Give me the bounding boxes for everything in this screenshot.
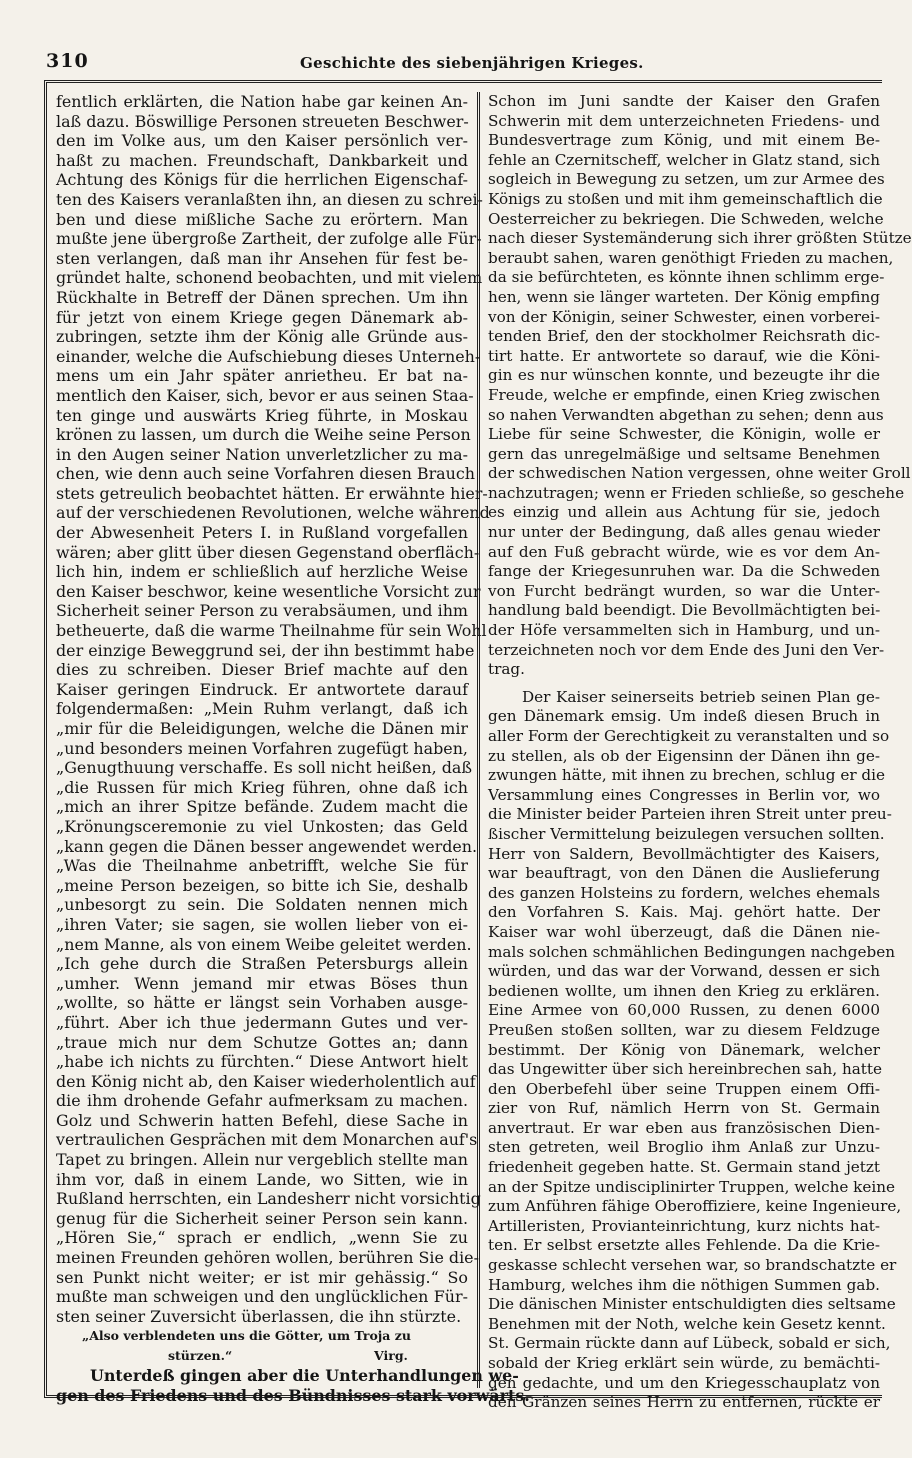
text-line: ten ginge und auswärts Krieg führte, in Moskau <box>56 405 468 425</box>
text-line: sogleich in Bewegung zu setzen, um zur Armee des <box>488 170 885 189</box>
text-line: Die dänischen Minister entschuldigten dies seltsame <box>488 1295 896 1314</box>
verse-quotation <box>56 1326 468 1366</box>
text-line: da sie befürchteten, es könnte ihnen schlimm erge- <box>488 268 885 287</box>
text-line: mußte jene übergroße Zartheit, der zufolge alle Für- <box>56 229 482 249</box>
text-line: Rußland herrschten, ein Landesherr nicht vorsichtig <box>56 1189 481 1209</box>
text-line: ten des Kaisers veranlaßten ihn, an diesen zu schrei- <box>56 189 483 209</box>
text-line: Versammlung eines Congresses in Berlin vor, wo <box>488 785 880 804</box>
text-line: bedienen wollte, um ihnen den Krieg zu erklären. <box>488 981 880 1000</box>
right-column <box>488 92 912 1413</box>
text-line: „Genugthuung verschaffe. Es soll nicht heißen, daß <box>56 758 473 778</box>
text-line: Liebe für seine Schwester, die Königin, wolle er <box>488 425 880 444</box>
text-line: der Abwesenheit Peters I. in Rußland vorgefallen <box>56 523 468 543</box>
text-line: Achtung des Königs für die herrlichen Eigenschaf- <box>56 170 468 190</box>
text-line: für jetzt von einem Kriege gegen Dänemark ab- <box>56 307 468 327</box>
text-line: aller Form der Gerechtigkeit zu veranstalten und so <box>488 727 890 745</box>
text-line: beraubt sahen, waren genöthigt Frieden zu machen, <box>488 248 894 267</box>
text-line: friedenheit gegeben hatte. St. Germain stand jetzt <box>488 1158 880 1177</box>
text-line: „traue mich nur dem Schutze Gottes an; dann <box>56 1032 468 1052</box>
text-line: Rückhalte in Betreff der Dänen sprechen. Um ihn <box>56 287 468 307</box>
text-line: gern das unregelmäßige und seltsame Benehmen <box>488 444 880 463</box>
text-line: haßt zu machen. Freundschaft, Dankbarkeit und <box>56 150 468 170</box>
verse-text: stürzen.“ <box>168 1348 233 1364</box>
verse-line: „Also verblendeten uns die Götter, um Troja zu <box>82 1328 411 1344</box>
text-line: „führt. Aber ich thue jedermann Gutes und ver- <box>56 1012 468 1032</box>
text-line: stets getreulich beobachtet hätten. Er erwähnte hier- <box>56 483 488 503</box>
text-line: tirt hatte. Er antwortete so darauf, wie die Köni- <box>488 346 880 365</box>
page-number: 310 <box>46 50 89 72</box>
text-line: vertraulichen Gesprächen mit dem Monarchen auf's <box>56 1130 478 1150</box>
text-line: den Oberbefehl über seine Truppen einem Offi- <box>488 1079 880 1098</box>
text-line: der einzige Beweggrund sei, der ihn bestimmt habe <box>56 640 475 660</box>
text-line: St. Germain rückte dann auf Lübeck, sobald er sich, <box>488 1334 891 1353</box>
text-line: lich hin, indem er schließlich auf herzliche Weise <box>56 562 468 582</box>
text-line: zubringen, setzte ihm der König alle Gründe aus- <box>56 327 468 347</box>
text-line: nach dieser Systemänderung sich ihrer größten Stütze <box>488 229 912 248</box>
text-line: der Höfe versammelten sich in Hamburg, und un- <box>488 621 880 640</box>
text-line: „Ich gehe durch die Straßen Petersburgs allein <box>56 954 468 974</box>
text-line: Tapet zu bringen. Allein nur vergeblich stellte man <box>56 1150 468 1170</box>
text-line: nur unter der Bedingung, daß alles genau wieder <box>488 523 880 542</box>
verse-source: Virg. <box>374 1348 408 1364</box>
text-line: gen gedachte, und um den Kriegesschauplatz von <box>488 1373 880 1392</box>
text-line: Kaiser geringen Eindruck. Er antwortete darauf <box>56 679 468 699</box>
text-line: des ganzen Holsteins zu fordern, welches ehemals <box>488 883 880 902</box>
text-line: Bundesvertrage zum König, und mit einem Be- <box>488 131 880 150</box>
text-line: würden, und das war der Vorwand, dessen er sich <box>488 962 880 981</box>
text-line: das Ungewitter über sich hereinbrechen sah, hatte <box>488 1060 882 1079</box>
text-line: den Gränzen seines Herrn zu entfernen, rückte er <box>488 1393 880 1412</box>
text-line: hen, wenn sie länger warteten. Der König empfing <box>488 287 880 306</box>
text-line: „Hören Sie,“ sprach er endlich, „wenn Sie zu <box>56 1228 468 1248</box>
text-line: sten seiner Zuversicht überlassen, die ihn stürzte. <box>56 1306 462 1326</box>
text-line: ßischer Vermittelung beizulegen versuchen sollten. <box>488 824 885 843</box>
text-line: einander, welche die Aufschiebung dieses Unterneh- <box>56 346 481 366</box>
text-line: Golz und Schwerin hatten Befehl, diese Sache in <box>56 1110 468 1130</box>
text-line: „meine Person bezeigen, so bitte ich Sie, deshalb <box>56 875 468 895</box>
text-line: „ihren Vater; sie sagen, sie wollen lieber von ei- <box>56 914 468 934</box>
text-line: nachzutragen; wenn er Frieden schließe, so geschehe <box>488 483 905 502</box>
text-line: die ihm drohende Gefahr aufmerksam zu machen. <box>56 1091 468 1111</box>
text-line: den König nicht ab, den Kaiser wiederholentlich auf <box>56 1071 476 1091</box>
text-line: gin es nur wünschen konnte, und bezeugte ihr die <box>488 366 880 385</box>
text-line: Artilleristen, Provianteinrichtung, kurz nichts hat- <box>488 1216 880 1235</box>
text-line: „kann gegen die Dänen besser angewendet werden. <box>56 836 478 856</box>
running-title: Geschichte des siebenjährigen Krieges. <box>300 54 644 72</box>
text-line: mußte man schweigen und den unglücklichen Für- <box>56 1287 468 1307</box>
text-line: „mich an ihrer Spitze befände. Zudem macht die <box>56 797 468 817</box>
text-line: „Was die Theilnahme anbetrifft, welche Sie für <box>56 856 468 876</box>
text-line: gründet halte, schonend beobachten, und mit vielem <box>56 268 483 288</box>
text-line: sen Punkt nicht weiter; er ist mir gehässig.“ So <box>56 1267 468 1287</box>
text-line: „habe ich nichts zu fürchten.“ Diese Antwort hielt <box>56 1052 468 1072</box>
text-line: Eine Armee von 60,000 Russen, zu denen 6000 <box>488 1001 880 1020</box>
text-line: ben und diese mißliche Sache zu erörtern. Man <box>56 209 468 229</box>
text-line: Oesterreicher zu bekriegen. Die Schweden, welche <box>488 209 884 228</box>
text-line: ten. Er selbst ersetzte alles Fehlende. Da die Krie- <box>488 1236 880 1255</box>
text-line: von der Königin, seiner Schwester, einen vorberei- <box>488 307 880 326</box>
text-line: die Minister beider Parteien ihren Streit unter preu- <box>488 805 892 824</box>
text-line: Freude, welche er empfinde, einen Krieg zwischen <box>488 385 880 404</box>
text-line: Sicherheit seiner Person zu verabsäumen, und ihm <box>56 601 468 621</box>
text-line: es einzig und allein aus Achtung für sie, jedoch <box>488 503 880 522</box>
text-line: trag. <box>488 660 525 679</box>
text-line: handlung bald beendigt. Die Bevollmächtigten bei- <box>488 601 881 620</box>
text-line: Herr von Saldern, Bevollmächtigter des Kaisers, <box>488 844 880 863</box>
text-line: zum Anführen fähige Oberoffiziere, keine Ingenieure, <box>488 1197 902 1216</box>
text-line: sten verlangen, daß man ihr Ansehen für fest be- <box>56 248 468 268</box>
verse-line <box>56 1346 468 1366</box>
text-line: terzeichneten noch vor dem Ende des Juni den Ver- <box>488 640 885 659</box>
text-line: „mir für die Beleidigungen, welche die Dänen mir <box>56 719 468 738</box>
text-line: meinen Freunden gehören wollen, berühren Sie die- <box>56 1248 479 1268</box>
text-line: „unbesorgt zu sein. Die Soldaten nennen mich <box>56 895 468 915</box>
text-line: Schwerin mit dem unterzeichneten Friedens- und <box>488 111 880 130</box>
text-line: sten getreten, weil Broglio ihm Anlaß zur Unzu- <box>488 1138 880 1157</box>
text-line: der schwedischen Nation vergessen, ohne weiter Groll <box>488 464 911 483</box>
text-line: betheuerte, daß die warme Theilnahme für sein Wohl <box>56 621 487 641</box>
text-line: „umher. Wenn jemand mir etwas Böses thun <box>56 973 468 993</box>
text-line: gen des Friedens und des Bündnisses stark vorwärts. <box>56 1386 530 1405</box>
text-line: mens um ein Jahr später anrietheu. Er bat na- <box>56 366 468 386</box>
text-line: wären; aber glitt über diesen Gegenstand oberfläch- <box>56 542 480 562</box>
text-line: „nem Manne, als von einem Weibe geleitet werden. <box>56 934 472 954</box>
text-line: geskasse schlecht versehen war, so brandschatzte er <box>488 1256 897 1275</box>
text-line: anvertraut. Er war eben aus französischen Dien- <box>488 1118 880 1137</box>
text-line: zier von Ruf, nämlich Herrn von St. Germain <box>488 1099 880 1118</box>
text-line: mentlich den Kaiser, sich, bevor er aus seinen Staa- <box>56 385 474 405</box>
text-line: ihm vor, daß in einem Lande, wo Sitten, wie in <box>56 1169 468 1189</box>
text-line: auf der verschiedenen Revolutionen, welche während <box>56 503 490 523</box>
text-line: den im Volke aus, um den Kaiser persönlich ver- <box>56 131 468 151</box>
text-line: Kaiser war wohl überzeugt, daß die Dänen nie- <box>488 922 880 941</box>
text-line: „wollte, so hätte er längst sein Vorhaben ausge- <box>56 993 468 1013</box>
text-line: mals solchen schmählichen Bedingungen nachgeben <box>488 942 895 961</box>
text-line: Unterdeß gingen aber die Unterhandlungen we- <box>90 1366 519 1386</box>
text-line: chen, wie denn auch seine Vorfahren diesen Brauch <box>56 464 476 484</box>
text-line: genug für die Sicherheit seiner Person sein kann. <box>56 1208 468 1228</box>
text-line: den Kaiser beschwor, keine wesentliche Vorsicht zur <box>56 581 481 601</box>
text-line: dies zu schreiben. Dieser Brief machte auf den <box>56 660 468 680</box>
paragraph-gap <box>488 680 880 688</box>
text-line: so nahen Verwandten abgethan zu sehen; denn aus <box>488 405 884 424</box>
text-line: fentlich erklärten, die Nation habe gar keinen An- <box>56 92 468 111</box>
text-line: Königs zu stoßen und mit ihm gemeinschaftlich die <box>488 189 883 208</box>
text-line: fehle an Czernitscheff, welcher in Glatz stand, sich <box>488 150 881 169</box>
text-line: Preußen stoßen sollten, war zu diesem Feldzuge <box>488 1020 880 1039</box>
text-line: folgendermaßen: „Mein Ruhm verlangt, daß ich <box>56 699 468 719</box>
text-line: auf den Fuß gebracht würde, wie es vor dem An- <box>488 542 880 561</box>
text-line: fange der Kriegesunruhen war. Da die Schweden <box>488 562 880 581</box>
text-line: Hamburg, welches ihm die nöthigen Summen gab. <box>488 1275 880 1294</box>
text-line: bestimmt. Der König von Dänemark, welcher <box>488 1040 880 1059</box>
text-line: laß dazu. Böswillige Personen streueten Beschwer- <box>56 111 469 131</box>
text-line: zu stellen, als ob der Eigensinn der Dänen ihn ge- <box>488 746 880 765</box>
text-line: Der Kaiser seinerseits betrieb seinen Plan ge- <box>522 687 880 706</box>
text-line: tenden Brief, den der stockholmer Reichsrath dic- <box>488 327 880 346</box>
text-line: war beauftragt, von den Dänen die Auslieferung <box>488 864 880 883</box>
text-line: krönen zu lassen, um durch die Weihe seine Person <box>56 425 471 445</box>
text-line: sobald der Krieg erklärt sein würde, zu bemächti- <box>488 1354 880 1372</box>
text-line: Schon im Juni sandte der Kaiser den Grafen <box>488 92 880 110</box>
text-line: von Furcht bedrängt wurden, so war die Unter- <box>488 581 880 600</box>
text-line: „die Russen für mich Krieg führen, ohne daß ich <box>56 777 468 797</box>
text-line: an der Spitze undisciplinirter Truppen, welche keine <box>488 1177 895 1196</box>
text-line: „und besonders meinen Vorfahren zugefügt haben, <box>56 738 468 758</box>
text-line: Benehmen mit der Noth, welche kein Gesetz kennt. <box>488 1314 886 1333</box>
text-line: in den Augen seiner Nation unverletzlicher zu ma- <box>56 444 468 464</box>
text-line: den Vorfahren S. Kais. Maj. gehört hatte. Der <box>488 903 880 922</box>
text-line: „Krönungsceremonie zu viel Unkosten; das Geld <box>56 816 468 836</box>
text-line: gen Dänemark emsig. Um indeß diesen Bruch in <box>488 707 880 726</box>
text-line: zwungen hätte, mit ihnen zu brechen, schlug er die <box>488 766 885 785</box>
